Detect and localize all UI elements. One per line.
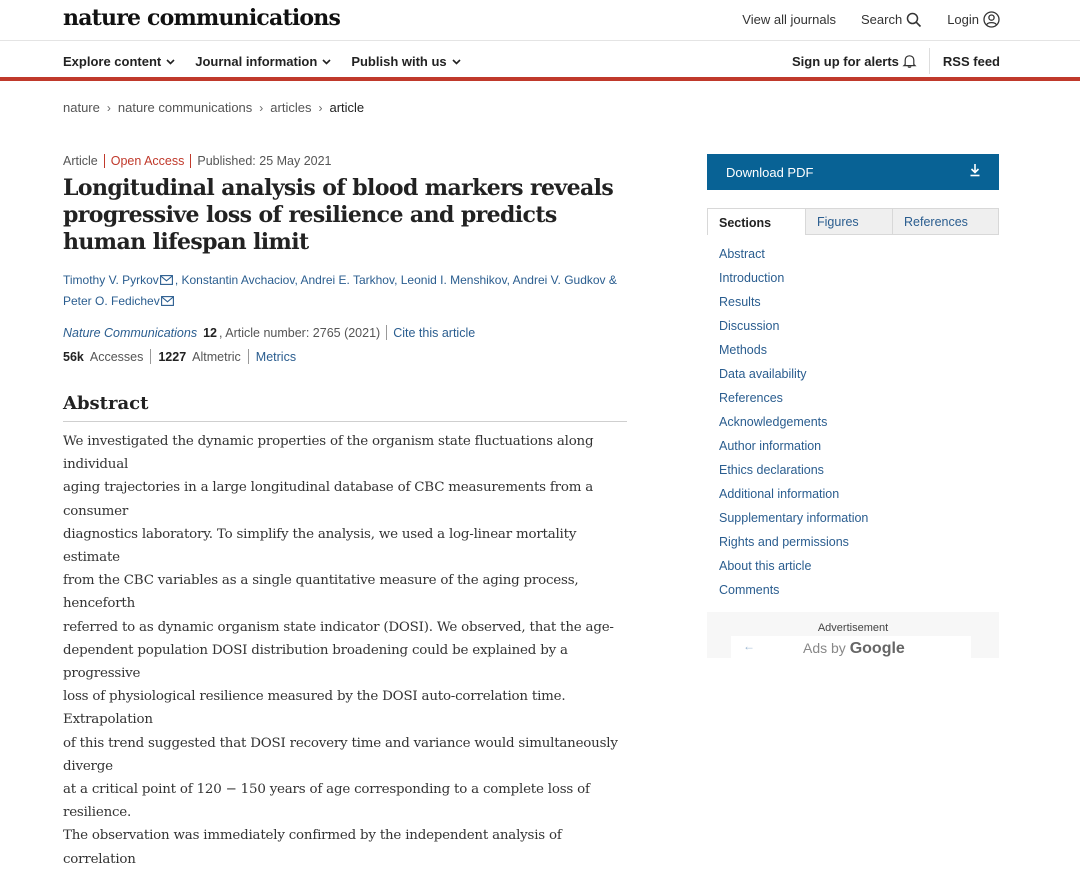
section-link-methods[interactable]: Methods bbox=[719, 343, 767, 357]
accesses-count: 56k bbox=[63, 349, 84, 364]
breadcrumb-articles[interactable]: articles bbox=[270, 100, 312, 115]
article-meta bbox=[63, 154, 332, 168]
sidebar-tabs bbox=[707, 208, 999, 235]
section-link-author-information[interactable]: Author information bbox=[719, 439, 822, 453]
article-title: Longitudinal analysis of blood markers reveals progressive loss of resilience and predicts human lifespan limit bbox=[63, 175, 614, 255]
login-label: Login bbox=[947, 12, 979, 27]
abstract-line: We investigated the dynamic properties of the organism state fluctuations along individual bbox=[63, 434, 594, 473]
abstract-line: diagnostics laboratory. To simplify the analysis, we used a log-linear mortality estimate bbox=[63, 526, 577, 566]
journal-name-link[interactable]: Nature Communications bbox=[63, 325, 198, 340]
envelope-icon[interactable] bbox=[160, 275, 173, 285]
sign-up-alerts-label: Sign up for alerts bbox=[792, 53, 899, 69]
download-pdf-button[interactable] bbox=[707, 154, 999, 190]
breadcrumb-nature[interactable]: nature bbox=[63, 100, 100, 115]
breadcrumb bbox=[63, 100, 364, 115]
rss-feed-link[interactable]: RSS feed bbox=[942, 53, 1000, 69]
ads-by-google bbox=[803, 640, 905, 658]
breadcrumb-nature-communications[interactable]: nature communications bbox=[117, 100, 253, 115]
main-nav bbox=[0, 41, 1080, 81]
publish-with-us-menu[interactable] bbox=[351, 54, 460, 69]
abstract-line: at a critical point of 120 − 150 years of age corresponding to a complete loss of resilience. bbox=[63, 782, 590, 821]
ad-slot[interactable] bbox=[731, 636, 971, 658]
author-link[interactable]: Peter O. Fedichev bbox=[63, 294, 160, 308]
citation-line bbox=[63, 325, 475, 340]
explore-content-label: Explore content bbox=[63, 54, 162, 69]
section-link-references[interactable]: References bbox=[719, 391, 783, 405]
section-link-rights-permissions[interactable]: Rights and permissions bbox=[719, 535, 849, 549]
bell-icon bbox=[903, 54, 916, 68]
author-link[interactable]: Andrei V. Gudkov bbox=[512, 273, 606, 287]
search-icon bbox=[906, 12, 922, 28]
chevron-down-icon bbox=[452, 59, 461, 65]
author-link[interactable]: Timothy V. Pyrkov bbox=[63, 273, 159, 287]
accesses-label: Accesses bbox=[89, 349, 144, 364]
section-link-additional-information[interactable]: Additional information bbox=[719, 487, 840, 501]
ads-by-label: Ads by bbox=[803, 640, 846, 656]
journal-information-menu[interactable] bbox=[195, 54, 331, 69]
google-brand: Google bbox=[849, 640, 905, 657]
advertisement-label: Advertisement bbox=[817, 622, 889, 634]
divider bbox=[386, 325, 387, 340]
published-date: Published: 25 May 2021 bbox=[197, 154, 332, 168]
cite-article-link[interactable]: Cite this article bbox=[393, 325, 476, 340]
section-link-acknowledgements[interactable]: Acknowledgements bbox=[719, 415, 828, 429]
open-access-badge: Open Access bbox=[110, 154, 185, 168]
chevron-right-icon: › bbox=[259, 100, 264, 115]
author-separator: , bbox=[394, 273, 401, 287]
journal-information-label: Journal information bbox=[195, 54, 318, 69]
author-separator: & bbox=[605, 273, 617, 287]
section-link-comments[interactable]: Comments bbox=[719, 583, 780, 597]
section-link-data-availability[interactable]: Data availability bbox=[719, 367, 807, 381]
explore-content-menu[interactable] bbox=[63, 54, 175, 69]
chevron-down-icon bbox=[166, 59, 175, 65]
sections-list bbox=[719, 245, 868, 605]
section-link-discussion[interactable]: Discussion bbox=[719, 319, 780, 333]
arrow-left-icon[interactable]: ← bbox=[743, 639, 755, 653]
author-link[interactable]: Andrei E. Tarkhov bbox=[300, 273, 395, 287]
journal-logo[interactable]: nature communications bbox=[63, 5, 341, 31]
author-link[interactable]: Konstantin Avchaciov bbox=[181, 273, 295, 287]
article-number: , Article number: 2765 (2021) bbox=[219, 325, 381, 340]
author-list bbox=[63, 270, 633, 312]
abstract-line: of this trend suggested that DOSI recovery time and variance would simultaneously diverge bbox=[63, 735, 618, 774]
search-label: Search bbox=[860, 12, 903, 27]
metrics-link[interactable]: Metrics bbox=[255, 349, 297, 364]
section-link-results[interactable]: Results bbox=[719, 295, 761, 309]
altmetric-count: 1227 bbox=[158, 349, 187, 364]
author-link[interactable]: Leonid I. Menshikov bbox=[400, 273, 507, 287]
search-button[interactable] bbox=[861, 12, 922, 28]
author-separator: , bbox=[506, 273, 513, 287]
user-circle-icon bbox=[983, 11, 1000, 28]
abstract-text bbox=[63, 430, 631, 871]
abstract-line: dependent population DOSI distribution broadening could be explained by a progressive bbox=[63, 642, 568, 682]
section-link-introduction[interactable]: Introduction bbox=[719, 271, 785, 285]
breadcrumb-article: article bbox=[329, 100, 365, 115]
chevron-right-icon: › bbox=[106, 100, 111, 115]
top-header bbox=[0, 0, 1080, 41]
divider bbox=[190, 154, 191, 168]
section-link-supplementary-information[interactable]: Supplementary information bbox=[719, 511, 869, 525]
download-icon bbox=[969, 163, 981, 177]
article-type: Article bbox=[63, 154, 98, 168]
abstract-heading: Abstract bbox=[63, 393, 627, 422]
abstract-line: The observation was immediately confirmed by the independent analysis of correlation bbox=[63, 828, 562, 867]
login-button[interactable] bbox=[947, 11, 1000, 28]
abstract-line: loss of physiological resilience measured by the DOSI auto-correlation time. Extrapolation bbox=[63, 689, 566, 728]
download-pdf-label: Download PDF bbox=[726, 164, 814, 180]
envelope-icon[interactable] bbox=[161, 296, 174, 306]
section-link-abstract[interactable]: Abstract bbox=[719, 247, 765, 261]
tab-figures[interactable]: Figures bbox=[805, 209, 892, 234]
top-links bbox=[742, 11, 1000, 28]
altmetric-label: Altmetric bbox=[192, 349, 241, 364]
publish-with-us-label: Publish with us bbox=[351, 54, 447, 69]
article-metrics bbox=[63, 349, 296, 364]
tab-references[interactable]: References bbox=[892, 209, 998, 234]
chevron-down-icon bbox=[322, 59, 331, 65]
advertisement bbox=[707, 612, 999, 658]
divider bbox=[150, 349, 151, 364]
divider bbox=[104, 154, 105, 168]
volume-number: 12 bbox=[203, 325, 217, 340]
section-link-ethics-declarations[interactable]: Ethics declarations bbox=[719, 463, 824, 477]
sign-up-alerts-link[interactable] bbox=[792, 48, 930, 74]
section-link-about-article[interactable]: About this article bbox=[719, 559, 812, 573]
abstract-line: aging trajectories in a large longitudinal database of CBC measurements from a consumer bbox=[63, 480, 594, 519]
tab-sections[interactable]: Sections bbox=[708, 209, 805, 237]
abstract-line: referred to as dynamic organism state indicator (DOSI). We observed, that the age- bbox=[63, 619, 614, 635]
chevron-right-icon: › bbox=[318, 100, 323, 115]
author-separator: , bbox=[174, 273, 182, 287]
divider bbox=[248, 349, 249, 364]
abstract-line: from the CBC variables as a single quantitative measure of the aging process, henceforth bbox=[63, 573, 579, 612]
author-separator: , bbox=[294, 273, 301, 287]
view-all-journals-link[interactable]: View all journals bbox=[742, 12, 836, 27]
